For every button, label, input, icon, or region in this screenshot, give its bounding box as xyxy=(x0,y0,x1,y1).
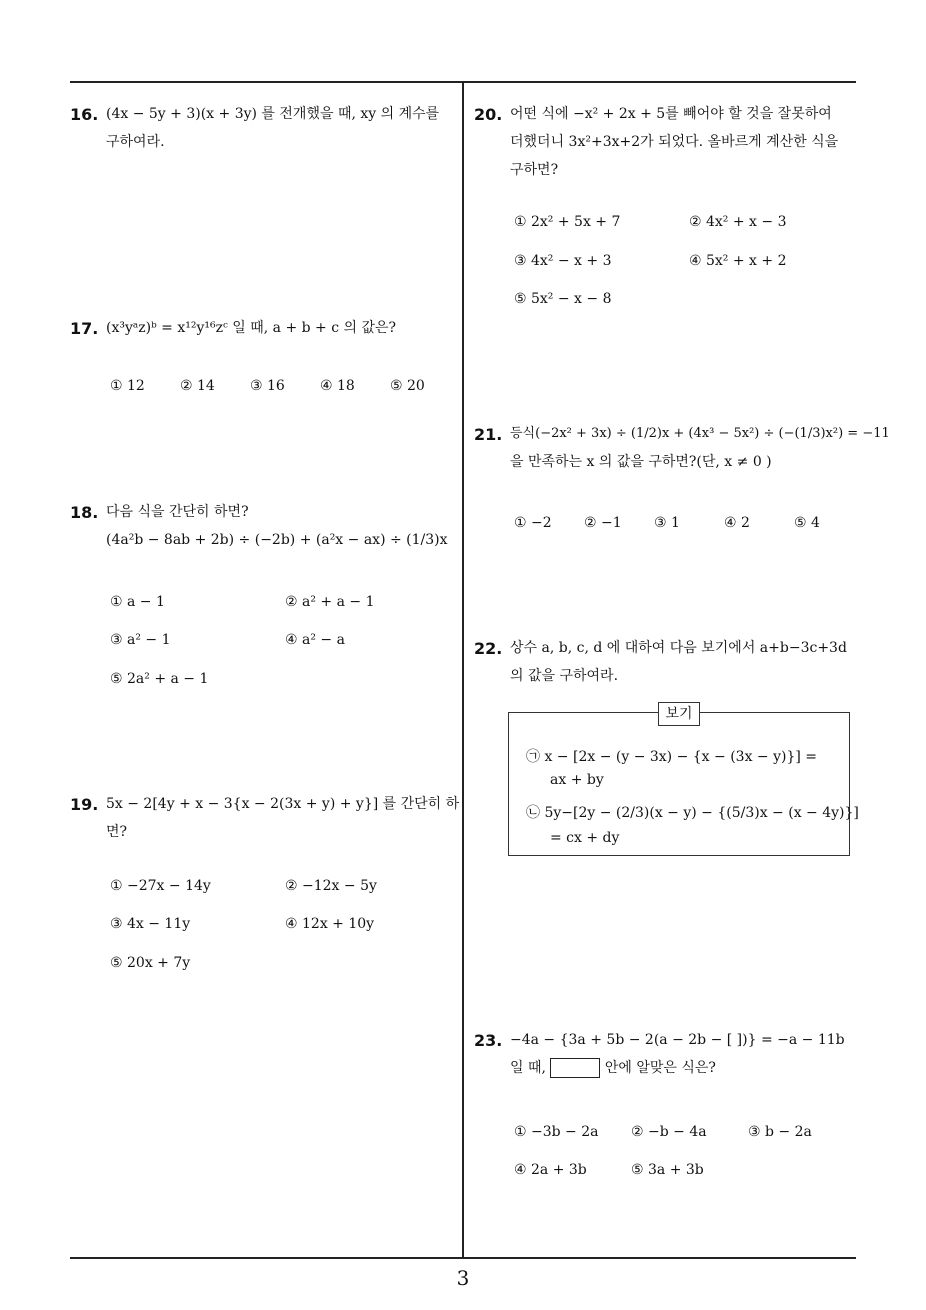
answer-blank[interactable] xyxy=(550,1058,600,1078)
option-3[interactable]: ③ a² − 1 xyxy=(110,632,171,648)
question-number: 23. xyxy=(474,1031,503,1050)
option-4[interactable]: ④ 5x² + x + 2 xyxy=(689,253,787,269)
option-4[interactable]: ④ 2 xyxy=(724,515,750,531)
question-text: 상수 a, b, c, d 에 대하여 다음 보기에서 a+b−3c+3d xyxy=(510,640,847,656)
question-text: 안에 알맞은 식은? xyxy=(604,1060,716,1076)
question-number: 17. xyxy=(70,319,99,338)
option-5[interactable]: ⑤ 20 xyxy=(390,378,425,394)
option-4[interactable]: ④ 18 xyxy=(320,378,355,394)
question-equation: 등식(−2x² + 3x) ÷ (1/2)x + (4x³ − 5x²) ÷ (−(1/3)x²) = −11 xyxy=(510,426,890,441)
option-2[interactable]: ② 14 xyxy=(180,378,215,394)
question-expression: (4a²b − 8ab + 2b) ÷ (−2b) + (a²x − ax) ÷ (1/3)x xyxy=(106,532,448,548)
example-item-1: ㉠ x − [2x − (y − 3x) − {x − (3x − y)}] = xyxy=(526,749,818,765)
question-number: 21. xyxy=(474,425,503,444)
example-item-2-result: = cx + dy xyxy=(550,830,620,846)
option-3[interactable]: ③ 4x² − x + 3 xyxy=(514,253,612,269)
question-text: 어떤 식에 −x² + 2x + 5를 빼어야 할 것을 잘못하여 xyxy=(510,106,832,122)
question-number: 16. xyxy=(70,105,99,124)
question-text: 다음 식을 간단히 하면? xyxy=(106,504,249,520)
example-item-1-result: ax + by xyxy=(550,772,604,788)
option-4[interactable]: ④ 12x + 10y xyxy=(285,916,375,932)
question-number: 22. xyxy=(474,639,503,658)
option-2[interactable]: ② a² + a − 1 xyxy=(285,594,375,610)
question-text: 더했더니 3x²+3x+2가 되었다. 올바르게 계산한 식을 xyxy=(510,134,839,150)
option-4[interactable]: ④ 2a + 3b xyxy=(514,1162,587,1178)
option-3[interactable]: ③ b − 2a xyxy=(748,1124,812,1140)
example-item-2: ㉡ 5y−[2y − (2/3)(x − y) − {(5/3)x − (x − 4y)}] xyxy=(526,805,859,821)
page-number: 3 xyxy=(456,1266,470,1290)
option-5[interactable]: ⑤ 20x + 7y xyxy=(110,955,191,971)
column-divider xyxy=(462,82,464,1258)
question-number: 20. xyxy=(474,105,503,124)
option-3[interactable]: ③ 4x − 11y xyxy=(110,916,191,932)
option-5[interactable]: ⑤ 3a + 3b xyxy=(631,1162,704,1178)
option-3[interactable]: ③ 1 xyxy=(654,515,680,531)
option-1[interactable]: ① −27x − 14y xyxy=(110,878,211,894)
question-text: 의 값을 구하여라. xyxy=(510,668,619,684)
question-text: 구하여라. xyxy=(106,134,165,150)
bottom-rule xyxy=(70,1257,856,1259)
question-number: 18. xyxy=(70,503,99,522)
question-number: 19. xyxy=(70,795,99,814)
option-5[interactable]: ⑤ 5x² − x − 8 xyxy=(514,291,612,307)
question-text: 구하면? xyxy=(510,162,559,178)
option-1[interactable]: ① 12 xyxy=(110,378,145,394)
option-5[interactable]: ⑤ 4 xyxy=(794,515,820,531)
option-1[interactable]: ① −2 xyxy=(514,515,552,531)
question-text: 면? xyxy=(106,824,128,840)
option-2[interactable]: ② −12x − 5y xyxy=(285,878,377,894)
example-box-title: 보기 xyxy=(658,702,700,726)
question-text: 5x − 2[4y + x − 3{x − 2(3x + y) + y}] 를 간단히 하 xyxy=(106,796,460,812)
question-text: 을 만족하는 x 의 값을 구하면?(단, x ≠ 0 ) xyxy=(510,454,772,470)
option-5[interactable]: ⑤ 2a² + a − 1 xyxy=(110,671,209,687)
option-1[interactable]: ① a − 1 xyxy=(110,594,165,610)
option-3[interactable]: ③ 16 xyxy=(250,378,285,394)
option-1[interactable]: ① −3b − 2a xyxy=(514,1124,599,1140)
question-equation: −4a − {3a + 5b − 2(a − 2b − [ ])} = −a − 11b xyxy=(510,1032,845,1048)
option-4[interactable]: ④ a² − a xyxy=(285,632,345,648)
question-text: (x³yᵃz)ᵇ = x¹²y¹⁶zᶜ 일 때, a + b + c 의 값은? xyxy=(106,320,397,336)
option-2[interactable]: ② −b − 4a xyxy=(631,1124,707,1140)
option-1[interactable]: ① 2x² + 5x + 7 xyxy=(514,214,621,230)
question-text: (4x − 5y + 3)(x + 3y) 를 전개했을 때, xy 의 계수를 xyxy=(106,106,440,122)
option-2[interactable]: ② 4x² + x − 3 xyxy=(689,214,787,230)
option-2[interactable]: ② −1 xyxy=(584,515,622,531)
question-text: 일 때, xyxy=(510,1060,546,1076)
